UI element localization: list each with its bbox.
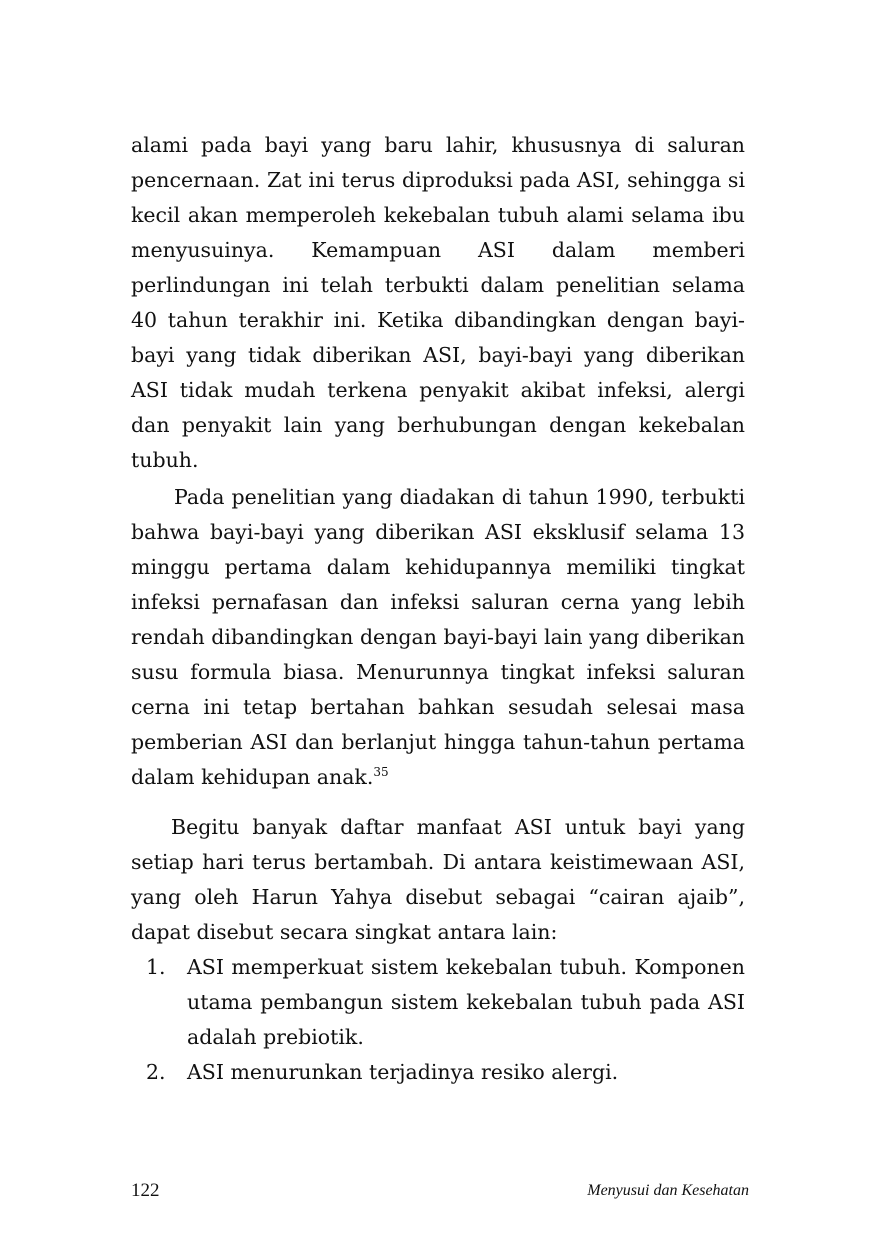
paragraph-1: alami pada bayi yang baru lahir, khususnya di saluran pencernaan. Zat ini terus diproduksi pada ASI, sehingga si kecil akan memperoleh kekebalan tubuh alami selama ibu menyusuinya. Kemampuan ASI dalam memberi perlindungan ini telah terbukti dalam penelitian selama 40 tahun terakhir ini. Ketika dibandingkan dengan bayi-bayi yang tidak diberikan ASI, bayi-bayi yang diberikan ASI tidak mudah terkena penyakit akibat infeksi, alergi dan penyakit lain yang berhubungan dengan kekebalan tubuh. — [131, 133, 745, 472]
list-item-number: 2. — [146, 1060, 166, 1084]
paragraph-2-text: Pada penelitian yang diadakan di tahun 1990, terbukti bahwa bayi-bayi yang diberikan ASI eksklusif selama 13 minggu pertama dalam kehidupannya memiliki tingkat infeksi pernafasan dan infeksi saluran cerna yang lebih rendah dibandingkan dengan bayi-bayi lain yang diberikan susu formula biasa. Menurunnya tingkat infeksi saluran cerna ini tetap bertahan bahkan sesudah selesai masa pemberian ASI dan berlanjut hingga tahun-tahun pertama dalam kehidupan anak. — [131, 485, 745, 789]
list-item-number: 1. — [146, 955, 166, 979]
list-item-text: ASI memperkuat sistem kekebalan tubuh. Komponen utama pembangun sistem kekebalan tubuh pada ASI adalah prebiotik. — [187, 955, 745, 1049]
running-footer-title: Menyusui dan Kesehatan — [587, 1182, 749, 1199]
paragraph-2 — [131, 480, 745, 795]
page-number: 122 — [131, 1180, 160, 1201]
list-item — [131, 1055, 745, 1090]
benefit-list — [131, 950, 745, 1090]
body-text — [131, 128, 745, 1090]
list-item-text: ASI menurunkan terjadinya resiko alergi. — [187, 1060, 619, 1084]
list-item — [131, 950, 745, 1055]
paragraph-3: Begitu banyak daftar manfaat ASI untuk bayi yang setiap hari terus bertambah. Di antara keistimewaan ASI, yang oleh Harun Yahya disebut sebagai “cairan ajaib”, dapat disebut secara singkat antara lain: — [131, 815, 745, 944]
footnote-reference: 35 — [373, 765, 389, 780]
